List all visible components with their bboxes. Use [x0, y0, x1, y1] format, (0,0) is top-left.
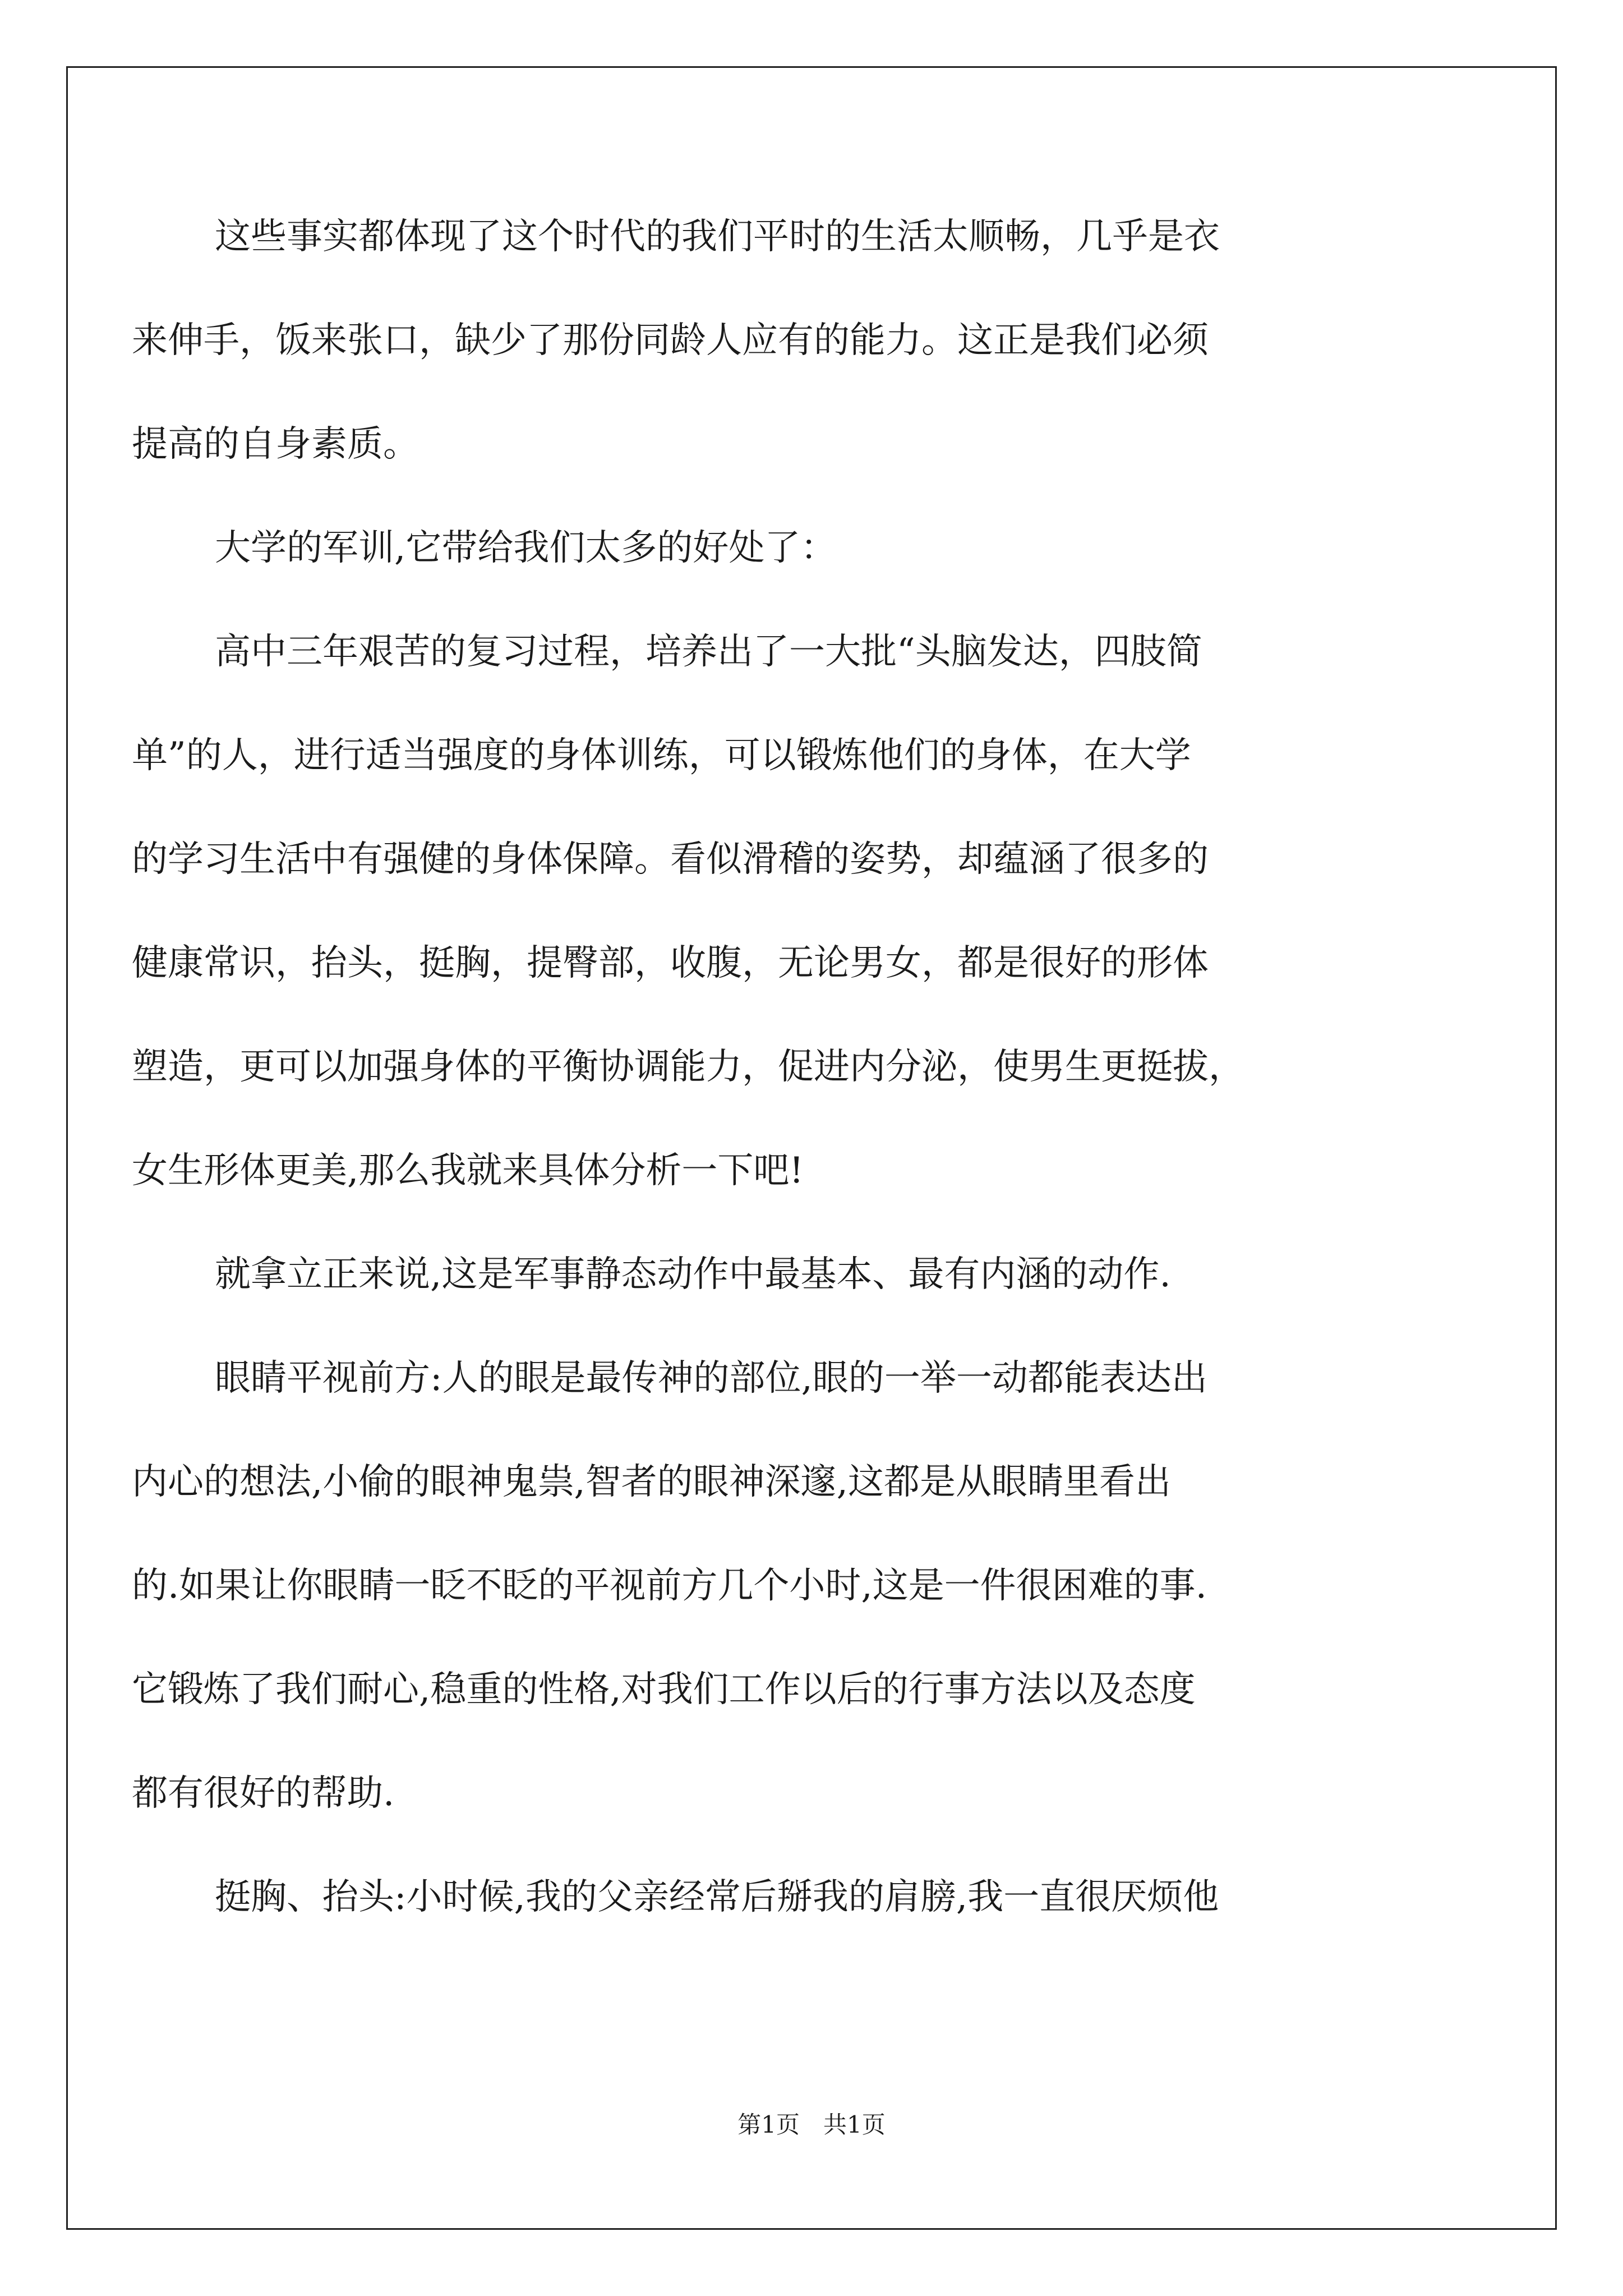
- text-line: 大学的军训,它带给我们太多的好处了：: [215, 527, 837, 569]
- text-line: 的学习生活中有强健的身体保障。看似滑稽的姿势，却蕴涵了很多的: [132, 839, 1209, 880]
- text-line: 女生形体更美,那么我就来具体分析一下吧!: [132, 1150, 804, 1191]
- text-line: 健康常识，抬头，挺胸，提臀部，收腹，无论男女，都是很好的形体: [132, 942, 1209, 984]
- text-line: 提高的自身素质。: [132, 424, 419, 465]
- text-line: 内心的想法,小偷的眼神鬼祟,智者的眼神深邃,这都是从眼睛里看出: [132, 1461, 1172, 1503]
- text-line: 它锻炼了我们耐心,稳重的性格,对我们工作以后的行事方法以及态度: [132, 1669, 1196, 1710]
- text-line: 就拿立正来说,这是军事静态动作中最基本、最有内涵的动作.: [215, 1254, 1171, 1295]
- text-line: 来伸手，饭来张口，缺少了那份同龄人应有的能力。这正是我们必须: [132, 320, 1209, 361]
- text-line: 这些事实都体现了这个时代的我们平时的生活太顺畅，几乎是衣: [215, 216, 1220, 257]
- text-line: 塑造，更可以加强身体的平衡协调能力，促进内分泌，使男生更挺拔，: [132, 1046, 1244, 1088]
- text-line: 高中三年艰苦的复习过程，培养出了一大批“头脑发达，四肢简: [215, 631, 1202, 673]
- text-line: 都有很好的帮助.: [132, 1773, 395, 1814]
- text-line: 挺胸、抬头:小时候,我的父亲经常后掰我的肩膀,我一直很厌烦他: [215, 1876, 1219, 1918]
- text-line: 的.如果让你眼睛一眨不眨的平视前方几个小时,这是一件很困难的事.: [132, 1565, 1207, 1607]
- text-line: 眼睛平视前方:人的眼是最传神的部位,眼的一举一动都能表达出: [215, 1358, 1207, 1399]
- text-line: 单”的人，进行适当强度的身体训练，可以锻炼他们的身体，在大学: [132, 735, 1191, 776]
- page-footer: 第1页 共1页: [737, 2111, 886, 2138]
